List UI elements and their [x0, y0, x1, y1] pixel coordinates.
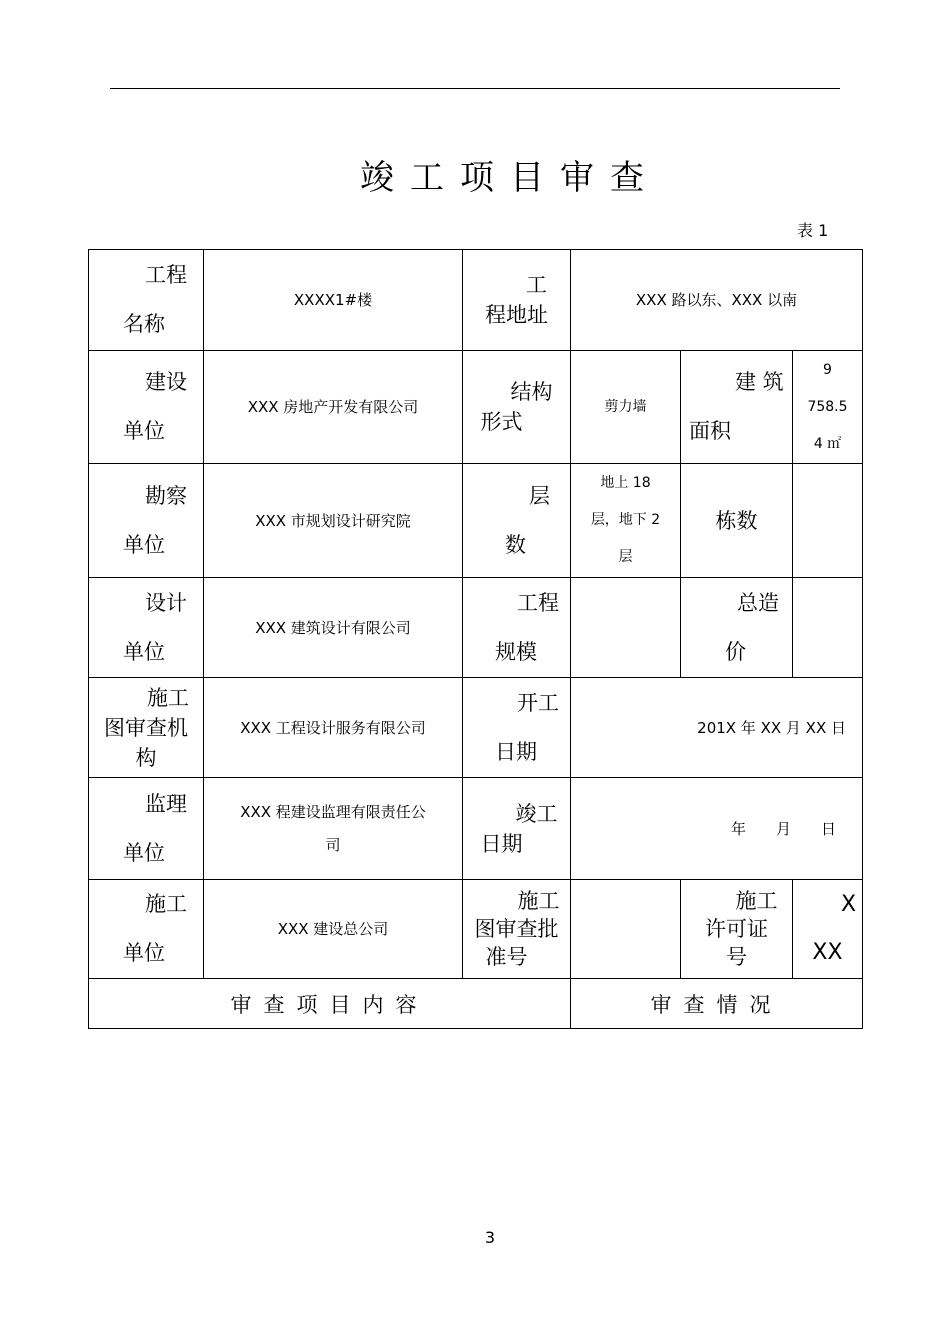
row-developer [89, 351, 863, 464]
label-floor-area: 建 筑 面积 [681, 351, 793, 464]
label-building-count: 栋数 [681, 464, 793, 578]
row-supervision [89, 778, 863, 880]
label-project-scale: 工程 规模 [463, 578, 571, 678]
value-project-address: XXX 路以东、XXX 以南 [571, 250, 863, 351]
header-review-status: 审查情况 [571, 979, 863, 1029]
value-completion-date: 年 月 日 [571, 778, 863, 880]
label-project-address: 工 程地址 [463, 250, 571, 351]
value-construction: XXX 建设总公司 [204, 880, 463, 979]
value-project-name: XXXX1#楼 [204, 250, 463, 351]
value-building-count [793, 464, 863, 578]
label-supervision: 监理 单位 [89, 778, 204, 880]
value-project-scale [571, 578, 681, 678]
review-table [88, 249, 863, 1029]
label-completion-date: 竣工 日期 [463, 778, 571, 880]
label-developer: 建设 单位 [89, 351, 204, 464]
value-total-cost [793, 578, 863, 678]
value-design: XXX 建筑设计有限公司 [204, 578, 463, 678]
row-construction [89, 880, 863, 979]
label-survey: 勘察 单位 [89, 464, 204, 578]
label-floors: 层 数 [463, 464, 571, 578]
label-drawing-approval-no: 施工 图审查批 准号 [463, 880, 571, 979]
row-project-name [89, 250, 863, 351]
table-number: 表 1 [797, 221, 829, 240]
label-start-date: 开工 日期 [463, 678, 571, 778]
row-survey [89, 464, 863, 578]
label-total-cost: 总造 价 [681, 578, 793, 678]
value-floor-area: 9 758.5 4 ㎡ [793, 351, 863, 464]
value-structure-type: 剪力墙 [571, 351, 681, 464]
value-developer: XXX 房地产开发有限公司 [204, 351, 463, 464]
value-survey: XXX 市规划设计研究院 [204, 464, 463, 578]
value-start-date: 201X 年 XX 月 XX 日 [571, 678, 863, 778]
value-supervision: XXX 程建设监理有限责任公 司 [204, 778, 463, 880]
row-drawing-review [89, 678, 863, 778]
value-construction-permit-no: X XX [793, 880, 863, 979]
label-project-name: 工程 名称 [89, 250, 204, 351]
row-design [89, 578, 863, 678]
label-construction: 施工 单位 [89, 880, 204, 979]
label-construction-permit-no: 施工 许可证 号 [681, 880, 793, 979]
value-floors: 地上 18 层，地下 2 层 [571, 464, 681, 578]
page-number: 3 [484, 1228, 496, 1247]
header-review-items: 审查项目内容 [89, 979, 571, 1029]
page-title: 竣工项目审查 [360, 158, 660, 198]
label-structure-type: 结构 形式 [463, 351, 571, 464]
value-drawing-approval-no [571, 880, 681, 979]
header-rule [110, 88, 840, 89]
row-review-header [89, 979, 863, 1029]
value-drawing-review: XXX 工程设计服务有限公司 [204, 678, 463, 778]
label-drawing-review: 施工 图审查机 构 [89, 678, 204, 778]
label-design: 设计 单位 [89, 578, 204, 678]
